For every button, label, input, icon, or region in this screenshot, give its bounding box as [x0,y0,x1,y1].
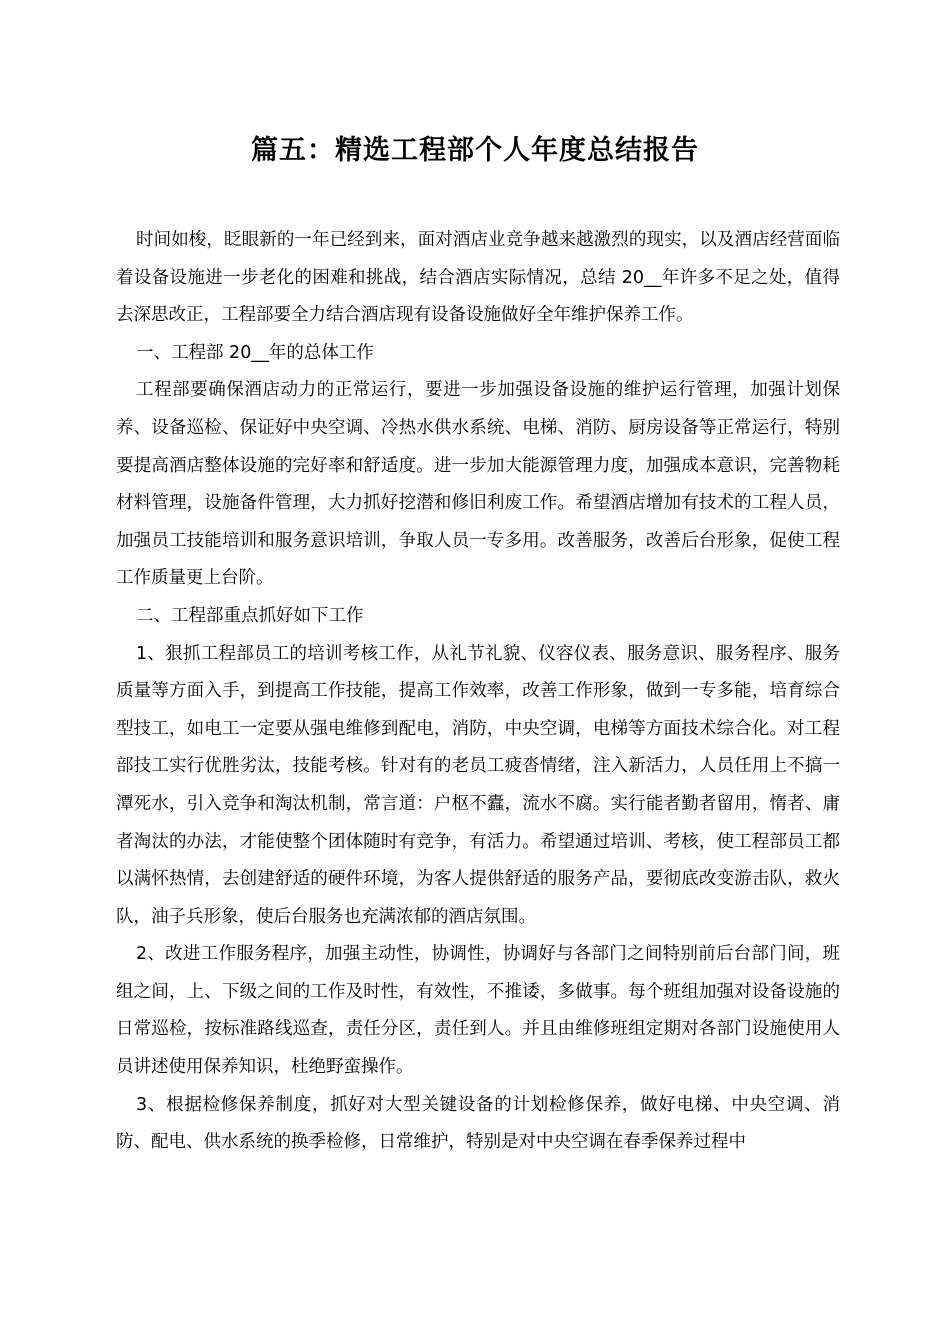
paragraph-item-1: 1、狠抓工程部员工的培训考核工作，从礼节礼貌、仪容仪表、服务意识、服务程序、服务质量等方面入手，到提高工作技能，提高工作效率，改善工作形象，做到一专多能，培育综合型技工，如电工一定要从强电维修到配电，消防，中央空调，电梯等方面技术综合化。对工程部技工实行优胜劣汰，技能考核。针对有的老员工疲沓情绪，注入新活力，人员任用上不搞一潭死水，引入竞争和淘汰机制，常言道：户枢不蠹，流水不腐。实行能者勤者留用，惰者、庸者淘汰的办法，才能使整个团体随时有竞争，有活力。希望通过培训、考核，使工程部员工都以满怀热情，去创建舒适的硬件环境，为客人提供舒适的服务产品，要彻底改变游击队，救火队，油子兵形象，使后台服务也充满浓郁的酒店氛围。 [116,643,840,927]
section-heading-2: 二、工程部重点抓好如下工作 [136,605,364,626]
document-title: 篇五：精选工程部个人年度总结报告 [251,135,699,166]
paragraph-item-3: 3、根据检修保养制度，抓好对大型关键设备的计划检修保养，做好电梯、中央空调、消防、配电、供水系统的换季检修，日常维护，特别是对中央空调在春季保养过程中 [116,1094,840,1153]
section-heading-1: 一、工程部 20__年的总体工作 [136,342,374,363]
paragraph-item-2: 2、改进工作服务程序，加强主动性，协调性，协调好与各部门之间特别前后台部门间，班组之间，上、下级之间的工作及时性，有效性，不推诿，多做事。每个班组加强对设备设施的日常巡检，按标准路线巡查，责任分区，责任到人。并且由维修班组定期对各部门设施使用人员讲述使用保养知识，杜绝野蛮操作。 [116,944,840,1078]
document-body [116,222,840,1162]
paragraph-overall-work: 工程部要确保酒店动力的正常运行，要进一步加强设备设施的维护运行管理，加强计划保养、设备巡检、保证好中央空调、冷热水供水系统、电梯、消防、厨房设备等正常运行，特别要提高酒店整体设施的完好率和舒适度。进一步加大能源管理力度，加强成本意识，完善物耗材料管理，设施备件管理，大力抓好挖潜和修旧利废工作。希望酒店增加有技术的工程人员，加强员工技能培训和服务意识培训，争取人员一专多用。改善服务，改善后台形象，促使工程工作质量更上台阶。 [116,380,840,589]
paragraph-intro: 时间如梭，眨眼新的一年已经到来，面对酒店业竞争越来越激烈的现实，以及酒店经营面临着设备设施进一步老化的困难和挑战，结合酒店实际情况，总结 20__年许多不足之处，值得去深思改正，工程部要全力结合酒店现有设备设施做好全年维护保养工作。 [116,230,840,326]
